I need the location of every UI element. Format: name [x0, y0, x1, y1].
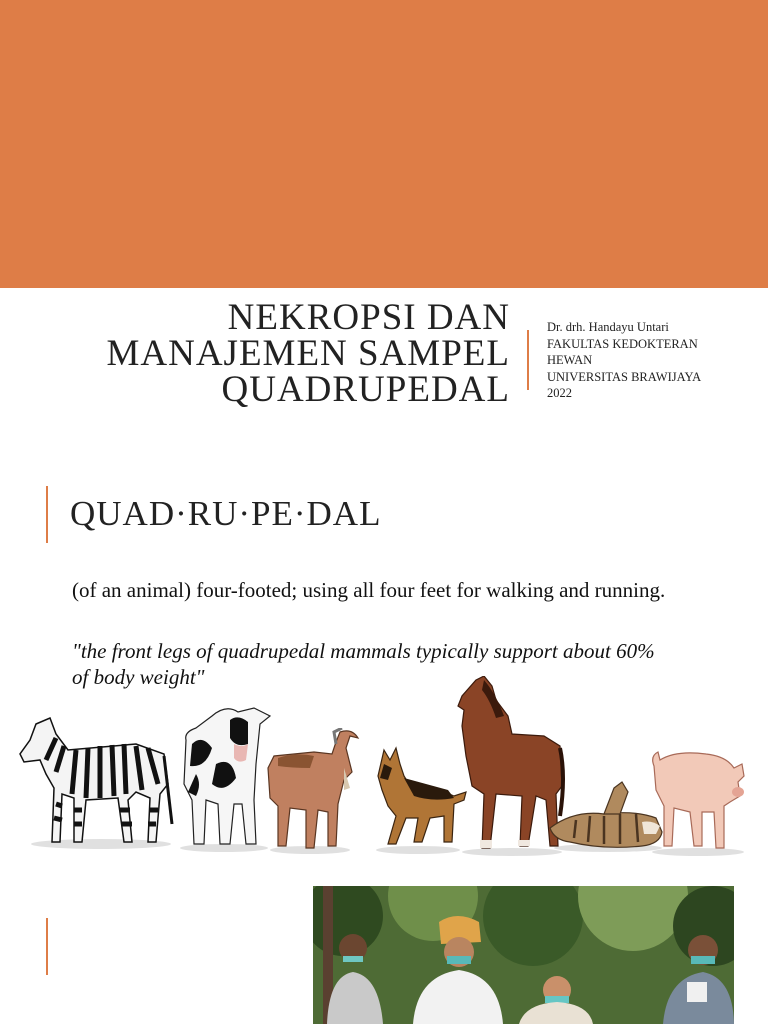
presentation-title: [106, 297, 510, 410]
zebra-image: [16, 714, 174, 850]
pig-image: [646, 746, 748, 856]
field-necropsy-photo: [313, 886, 734, 1024]
field-photo-image: [313, 886, 734, 1024]
goat-image: [266, 728, 362, 854]
author-block: [547, 319, 762, 402]
heading-accent-bar: [46, 486, 48, 543]
title-line-3: QUADRUPEDAL: [221, 369, 510, 410]
author-faculty: FAKULTAS KEDOKTERAN: [547, 336, 698, 351]
title-divider: [527, 330, 529, 390]
definition-text: (of an animal) four-footed; using all four feet for walking and running.: [72, 578, 666, 602]
photo-slide-accent-bar: [46, 918, 48, 975]
author-university: UNIVERSITAS BRAWIJAYA: [547, 369, 702, 384]
definition-heading: QUAD·RU·PE·DAL: [70, 494, 382, 533]
author-name: Dr. drh. Handayu Untari: [547, 320, 669, 334]
cow-image: [176, 704, 272, 852]
dog-image: [374, 746, 468, 854]
title-line-2: MANAJEMEN SAMPEL: [106, 333, 510, 374]
animals-illustration: [0, 676, 768, 866]
author-faculty-cont: HEWAN: [547, 353, 593, 367]
author-year: 2022: [547, 386, 572, 400]
title-slide-color-band: [0, 0, 768, 288]
title-line-1: NEKROPSI DAN: [227, 297, 510, 338]
example-quote: "the front legs of quadrupedal mammals typically support about 60% of body weight": [72, 639, 655, 689]
